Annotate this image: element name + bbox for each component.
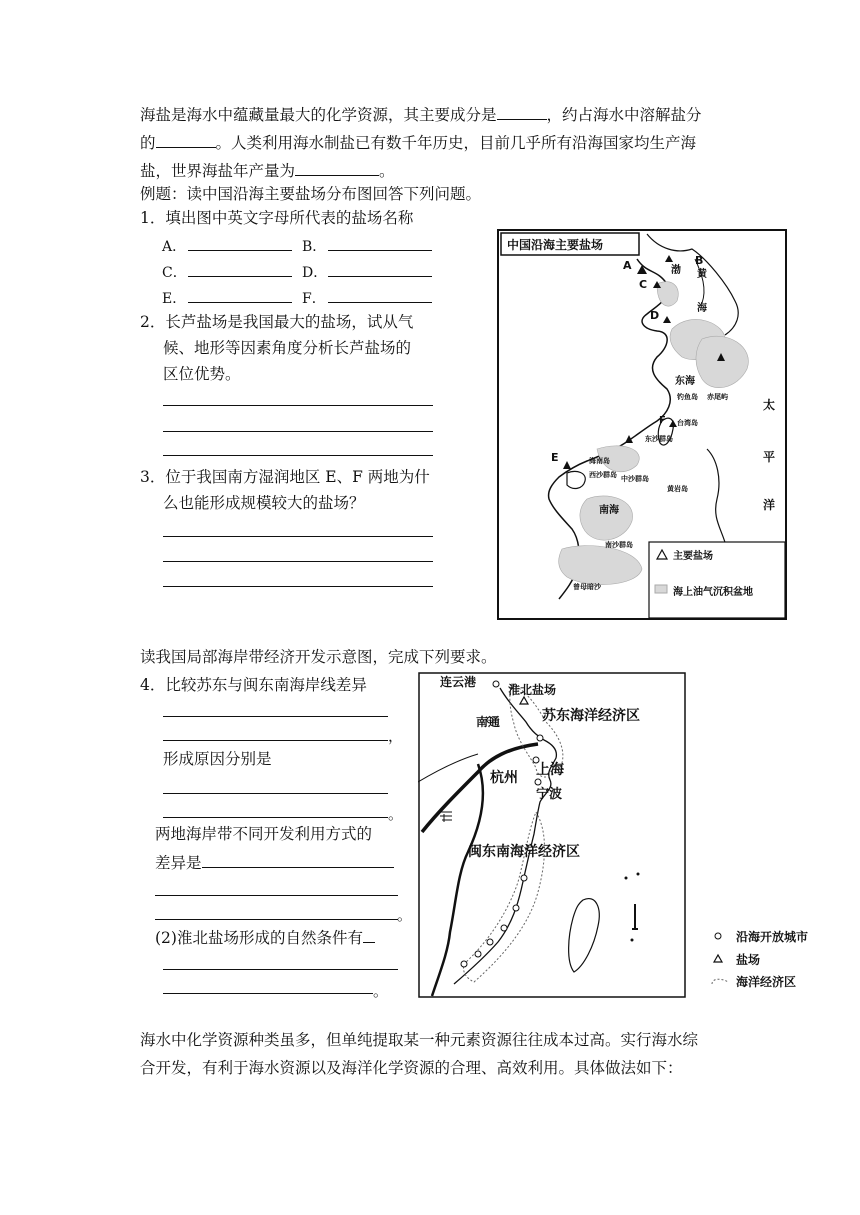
q4-comma: ， xyxy=(388,727,404,745)
q3-answer-line-1[interactable] xyxy=(163,536,433,537)
intro-line-3 xyxy=(140,159,395,182)
q4-answer-line-1[interactable] xyxy=(163,716,388,717)
hainan-island xyxy=(567,471,585,488)
q1-label-b: B． xyxy=(302,239,327,255)
legend-economic-zone: 海洋经济区 xyxy=(736,975,797,989)
island-label: 钓鱼岛 xyxy=(677,393,698,401)
q4-diff-line-1: 两地海岸带不同开发利用方式的 xyxy=(155,825,373,843)
q4-sub2-answer-line-1[interactable] xyxy=(163,969,398,970)
q1-blank-f[interactable] xyxy=(328,302,432,303)
q2-answer-line-1[interactable] xyxy=(163,405,433,406)
q4-line-1: 4．比较苏东与闽东南海岸线差异 xyxy=(140,676,367,694)
island-label: 曾母暗沙 xyxy=(573,583,601,591)
salt-field-legend-icon xyxy=(714,955,722,962)
q4-reason-line-2[interactable] xyxy=(163,817,388,818)
island-label: 海南岛 xyxy=(589,457,610,465)
salt-field-label-d: D xyxy=(650,309,660,322)
q2-answer-line-3[interactable] xyxy=(163,455,433,456)
q1-blank-c[interactable] xyxy=(188,276,292,277)
outro-line-1: 海水中化学资源种类虽多，但单纯提取某一种元素资源往往成本过高。实行海水综 xyxy=(140,1031,699,1049)
q2-line-2: 候、地形等因素角度分析长芦盐场的 xyxy=(163,339,412,357)
salt-field-label-a: A xyxy=(623,259,632,272)
q4-diff-line-2 xyxy=(155,851,394,874)
salt-field-label-e: E xyxy=(551,451,559,464)
map1-title: 中国沿海主要盐场 xyxy=(507,238,604,252)
sea-label: 东海 xyxy=(675,376,695,387)
q1-blank-a[interactable] xyxy=(188,250,292,251)
ocean-label: 平 xyxy=(763,450,776,464)
coastal-economy-map xyxy=(418,672,686,998)
island-label: 黄岩岛 xyxy=(667,485,688,493)
q4-sub2-answer-line-2[interactable] xyxy=(163,993,373,994)
intro-text: 海盐是海水中蕴藏量最大的化学资源，其主要成分是 xyxy=(140,106,497,124)
island-label: 中沙群岛 xyxy=(621,475,649,483)
ocean-label: 洋 xyxy=(763,498,776,512)
sea-label: 南海 xyxy=(599,505,619,516)
city-label-hangzhou: 杭州 xyxy=(490,770,518,786)
intro-line-2 xyxy=(140,131,696,154)
q1-label-c: C． xyxy=(162,265,187,281)
legend-open-city: 沿海开放城市 xyxy=(736,930,809,944)
q1-label-a: A． xyxy=(162,239,187,255)
map1-legend xyxy=(649,542,785,618)
q3-answer-line-2[interactable] xyxy=(163,561,433,562)
city-label-shanghai: 上海 xyxy=(536,762,564,778)
intro-text: 。人类利用海水制盐已有数千年历史，目前几乎所有沿海国家均生产海 xyxy=(215,134,697,152)
city-label-lianyungang: 连云港 xyxy=(440,675,477,689)
city-label-nantong: 南通 xyxy=(476,715,501,729)
intro-line-1 xyxy=(140,103,702,126)
q4-sub2-line xyxy=(155,926,375,949)
q4-sub2-label: (2)淮北盐场形成的自然条件有 xyxy=(155,929,363,947)
salt-field-label-c: C xyxy=(639,278,648,291)
section2-intro: 读我国局部海岸带经济开发示意图，完成下列要求。 xyxy=(140,648,497,666)
map2-legend xyxy=(708,926,838,992)
q4-diff-label: 差异是 xyxy=(155,854,202,872)
intro-text: 。 xyxy=(379,162,395,180)
q1-blank-d[interactable] xyxy=(328,276,432,277)
answer-blank[interactable] xyxy=(295,159,379,176)
q4-reason-line-1[interactable] xyxy=(163,793,388,794)
q4-period: 。 xyxy=(388,805,404,823)
intro-text: 的 xyxy=(140,134,156,152)
q4-period-2: 。 xyxy=(397,906,413,924)
q1-label-e: E． xyxy=(162,291,187,307)
q4-answer-line-2[interactable] xyxy=(163,740,388,741)
island-label: 南沙群岛 xyxy=(605,541,633,549)
ocean-label: 太 xyxy=(763,398,776,412)
island-label: 东沙群岛 xyxy=(645,435,673,443)
answer-blank[interactable] xyxy=(202,851,394,868)
sea-label: 渤 xyxy=(671,265,681,276)
salt-field-label-huaibei: 淮北盐场 xyxy=(508,683,557,697)
zone-label-mindongnan: 闽东南海洋经济区 xyxy=(468,844,580,860)
island-label: 西沙群岛 xyxy=(589,471,617,479)
example-heading: 例题：读中国沿海主要盐场分布图回答下列问题。 xyxy=(140,185,482,203)
legend-salt-field: 盐场 xyxy=(736,953,761,967)
salt-field-label-b: B xyxy=(695,254,704,267)
q4-diff-answer-line-1[interactable] xyxy=(155,895,398,896)
legend-salt-field: 主要盐场 xyxy=(673,551,713,562)
q4-reason-label: 形成原因分别是 xyxy=(163,750,272,768)
economic-zone-legend-icon xyxy=(712,979,728,984)
legend-basin: 海上油气沉积盆地 xyxy=(673,587,753,598)
answer-blank[interactable] xyxy=(156,131,216,148)
answer-blank[interactable] xyxy=(497,103,547,120)
open-city-legend-icon xyxy=(715,933,721,939)
q3-line-1: 3．位于我国南方湿润地区 E、F 两地为什 xyxy=(140,468,430,486)
sea-label: 黄 xyxy=(697,269,707,280)
q4-period-3: 。 xyxy=(373,982,389,1000)
intro-text: ，约占海水中溶解盐分 xyxy=(546,106,702,124)
q1-label-d: D． xyxy=(302,265,328,281)
city-label-ningbo: 宁波 xyxy=(536,787,563,802)
salt-field-map xyxy=(497,229,787,620)
q2-line-3: 区位优势。 xyxy=(163,365,241,383)
island-label: 台湾岛 xyxy=(677,419,698,427)
salt-field-label-f: F xyxy=(659,415,666,426)
q1-text: 1．填出图中英文字母所代表的盐场名称 xyxy=(140,209,414,227)
sea-label: 海 xyxy=(697,303,707,314)
q2-line-1: 2．长芦盐场是我国最大的盐场，试从气 xyxy=(140,313,414,331)
outro-line-2: 合开发，有利于海水资源以及海洋化学资源的合理、高效利用。具体做法如下： xyxy=(140,1059,683,1077)
intro-text: 盐，世界海盐年产量为 xyxy=(140,162,296,180)
q3-answer-line-3[interactable] xyxy=(163,586,433,587)
q1-blank-e[interactable] xyxy=(188,302,292,303)
q1-blank-b[interactable] xyxy=(328,250,432,251)
zone-label-sudong: 苏东海洋经济区 xyxy=(542,708,640,724)
q4-diff-answer-line-2[interactable] xyxy=(155,919,398,920)
q1-label-f: F． xyxy=(302,291,326,307)
q2-answer-line-2[interactable] xyxy=(163,431,433,432)
basin-legend-icon xyxy=(655,585,667,593)
island-label: 赤尾屿 xyxy=(707,393,728,401)
q3-line-2: 么也能形成规模较大的盐场？ xyxy=(163,494,365,512)
answer-blank[interactable] xyxy=(363,926,375,943)
